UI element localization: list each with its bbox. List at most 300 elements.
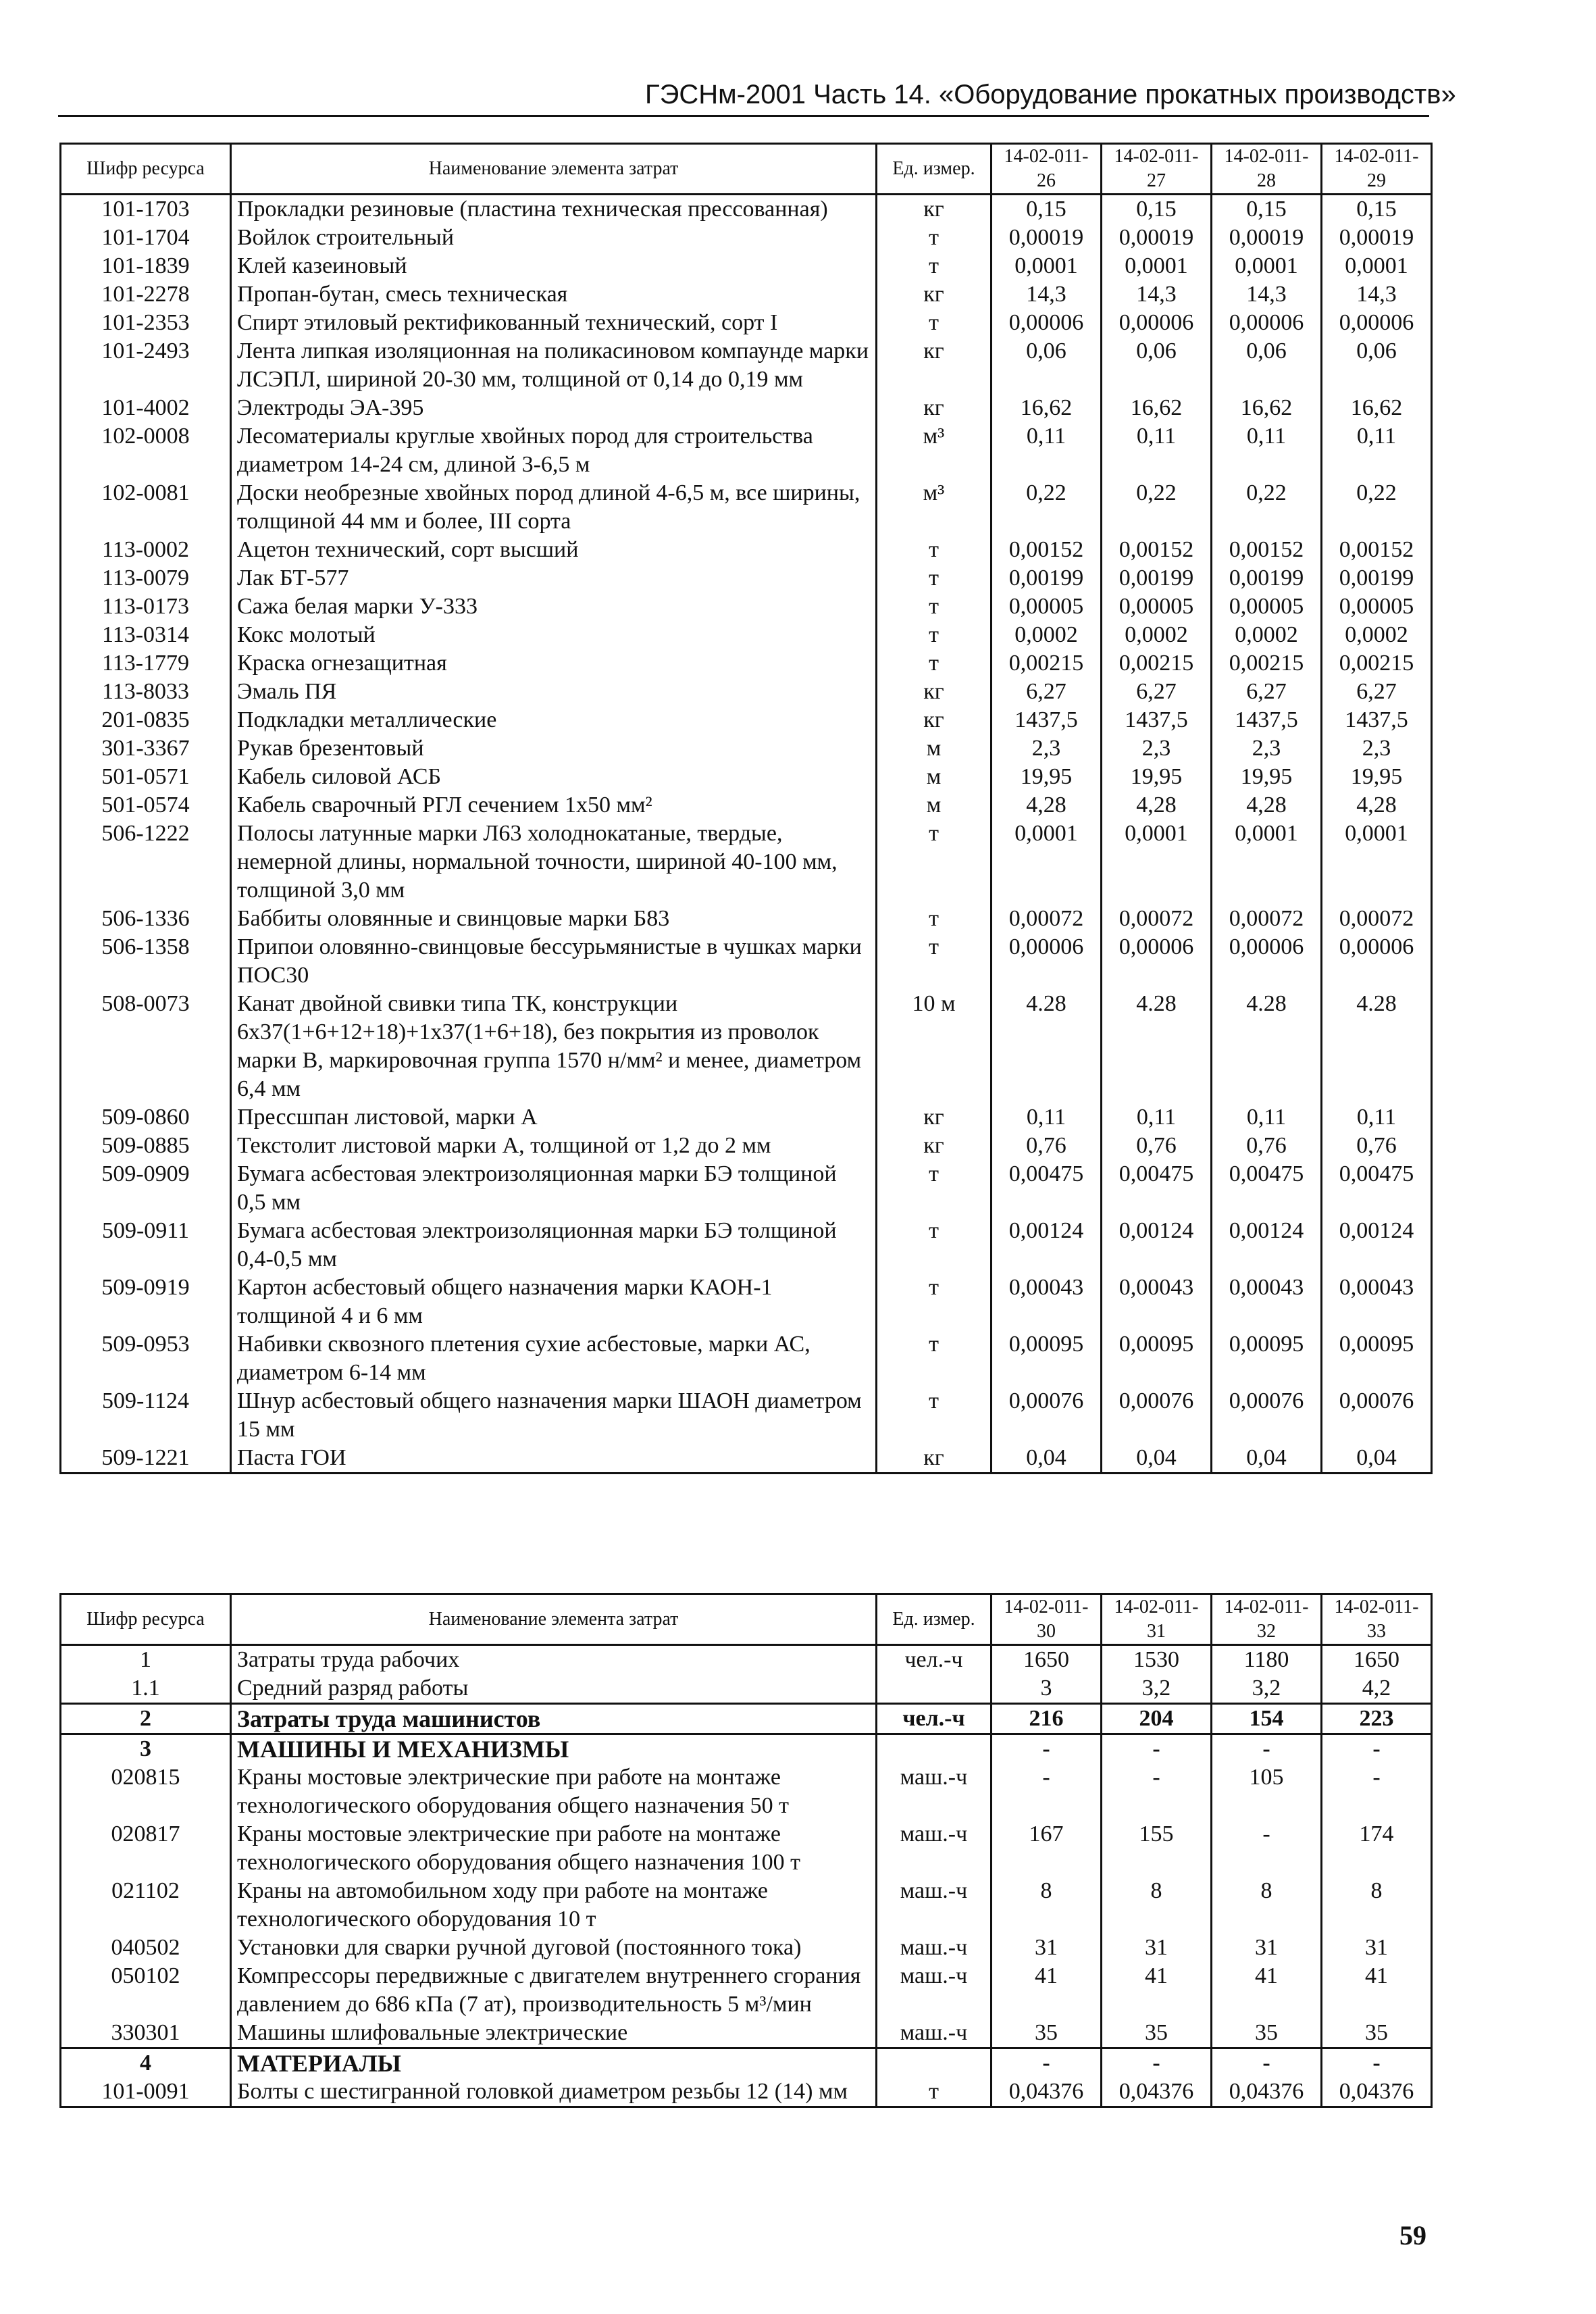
resource-name: Доски необрезные хвойных пород длиной 4-6,5 м, все ширины, толщиной 44 мм и более, III сорта: [231, 479, 877, 536]
norm-value: 41: [1102, 1962, 1212, 2019]
table-header-row: [61, 144, 1432, 195]
resource-name: Пропан-бутан, смесь техническая: [231, 280, 877, 309]
norm-value: 0,00043: [1102, 1274, 1212, 1330]
norm-value: 0,00006: [1322, 309, 1432, 337]
unit-of-measure: т: [877, 649, 992, 678]
resource-code: 113-1779: [61, 649, 231, 678]
unit-of-measure: кг: [877, 394, 992, 422]
header-name: Наименование элемента затрат: [231, 144, 877, 195]
unit-of-measure: т: [877, 252, 992, 280]
resource-name: Канат двойной свивки типа ТК, конструкции 6х37(1+6+12+18)+1х37(1+6+18), без покрытия из проволок марки В, маркировочная группа 1570 н/мм² и менее, диаметром 6,4 мм: [231, 990, 877, 1103]
norm-value: 0,00095: [992, 1330, 1102, 1387]
table-row: [61, 1734, 1432, 1764]
resource-name: Установки для сварки ручной дуговой (постоянного тока): [231, 1934, 877, 1962]
table-row: [61, 905, 1432, 933]
table-row: [61, 1330, 1432, 1387]
norm-value: 0,00215: [1102, 649, 1212, 678]
norm-value: 0,11: [992, 1103, 1102, 1132]
resource-code: 101-0091: [61, 2078, 231, 2107]
resource-name: Шнур асбестовый общего назначения марки ШАОН диаметром 15 мм: [231, 1387, 877, 1444]
norm-value: 0,0001: [992, 820, 1102, 905]
norm-value: 0,0001: [1102, 252, 1212, 280]
norm-value: 4,2: [1322, 1674, 1432, 1704]
unit-of-measure: кг: [877, 706, 992, 734]
table-row: [61, 224, 1432, 252]
resource-name: Затраты труда рабочих: [231, 1645, 877, 1675]
norm-value: -: [1212, 1820, 1322, 1877]
table-row: [61, 1645, 1432, 1675]
table-row: [61, 394, 1432, 422]
norm-value: -: [1102, 2048, 1212, 2078]
table-row: [61, 593, 1432, 621]
table-row: [61, 309, 1432, 337]
header-name: Наименование элемента затрат: [231, 1594, 877, 1645]
norm-value: 0,04376: [1212, 2078, 1322, 2107]
table-row: [61, 195, 1432, 224]
unit-of-measure: маш.-ч: [877, 1934, 992, 1962]
unit-of-measure: т: [877, 1217, 992, 1274]
table-row: [61, 820, 1432, 905]
resource-name: Набивки сквозного плетения сухие асбестовые, марки АС, диаметром 6-14 мм: [231, 1330, 877, 1387]
resource-code: 101-2278: [61, 280, 231, 309]
norm-value: 0,00006: [992, 309, 1102, 337]
norm-value: 0,00006: [992, 933, 1102, 990]
norm-value: 0,15: [1102, 195, 1212, 224]
resource-name: Войлок строительный: [231, 224, 877, 252]
unit-of-measure: маш.-ч: [877, 1877, 992, 1934]
norm-value: 0,22: [992, 479, 1102, 536]
table-row: [61, 2078, 1432, 2107]
norm-value: 1437,5: [1322, 706, 1432, 734]
table-row: [61, 1387, 1432, 1444]
norm-value: 0,00072: [1212, 905, 1322, 933]
unit-of-measure: маш.-ч: [877, 1820, 992, 1877]
norm-value: 0,00215: [992, 649, 1102, 678]
resource-name: Прессшпан листовой, марки А: [231, 1103, 877, 1132]
table-row: [61, 763, 1432, 791]
norm-value: 0,00215: [1212, 649, 1322, 678]
norm-value: 0,00095: [1322, 1330, 1432, 1387]
norm-value: 174: [1322, 1820, 1432, 1877]
resource-name: Ацетон технический, сорт высший: [231, 536, 877, 564]
resource-code: 113-0314: [61, 621, 231, 649]
norm-value: 2,3: [1102, 734, 1212, 763]
resource-name: Полосы латунные марки Л63 холоднокатаные, твердые, немерной длины, нормальной точности, шириной 40-100 мм, толщиной 3,0 мм: [231, 820, 877, 905]
resource-code: 101-1703: [61, 195, 231, 224]
table-row: [61, 1763, 1432, 1820]
norm-value: 0,00005: [992, 593, 1102, 621]
norm-value: 1437,5: [1102, 706, 1212, 734]
header-code: Шифр ресурса: [61, 144, 231, 195]
resource-name: МАТЕРИАЛЫ: [231, 2048, 877, 2078]
unit-of-measure: м³: [877, 479, 992, 536]
norm-value: 14,3: [1322, 280, 1432, 309]
norm-value: 0,76: [1102, 1132, 1212, 1160]
resource-code: 301-3367: [61, 734, 231, 763]
resource-code: 101-2353: [61, 309, 231, 337]
table-row: [61, 933, 1432, 990]
unit-of-measure: т: [877, 2078, 992, 2107]
norm-value: 0,04376: [992, 2078, 1102, 2107]
resource-name: Кабель сварочный РГЛ сечением 1х50 мм²: [231, 791, 877, 820]
norm-value: 19,95: [1212, 763, 1322, 791]
norm-value: 2,3: [1212, 734, 1322, 763]
norm-value: 0,00095: [1212, 1330, 1322, 1387]
norm-value: 6,27: [1322, 678, 1432, 706]
table-row: [61, 1674, 1432, 1704]
norm-value: 0,00019: [1212, 224, 1322, 252]
table-row: [61, 1132, 1432, 1160]
resource-table-2: [59, 1593, 1433, 2108]
page-number: 59: [1399, 2220, 1426, 2250]
resource-code: 509-0919: [61, 1274, 231, 1330]
norm-value: 0,11: [1322, 422, 1432, 479]
resource-code: 020817: [61, 1820, 231, 1877]
table-row: [61, 1217, 1432, 1274]
norm-value: 35: [1212, 2019, 1322, 2048]
unit-of-measure: кг: [877, 280, 992, 309]
norm-value: 0,00006: [1322, 933, 1432, 990]
norm-value: 31: [1102, 1934, 1212, 1962]
table-row: [61, 2048, 1432, 2078]
norm-value: 0,11: [1212, 1103, 1322, 1132]
norm-value: -: [1212, 1734, 1322, 1764]
table-row: [61, 422, 1432, 479]
norm-value: 0,00199: [1102, 564, 1212, 593]
resource-name: Краны на автомобильном ходу при работе на монтаже технологического оборудования 10 т: [231, 1877, 877, 1934]
resource-name: Бумага асбестовая электроизоляционная марки БЭ толщиной 0,4-0,5 мм: [231, 1217, 877, 1274]
header-col: 14-02-011-29: [1322, 144, 1432, 195]
unit-of-measure: маш.-ч: [877, 1763, 992, 1820]
norm-value: 0,00019: [992, 224, 1102, 252]
norm-value: 155: [1102, 1820, 1212, 1877]
header-col: 14-02-011-26: [992, 144, 1102, 195]
norm-value: 0,76: [1212, 1132, 1322, 1160]
resource-code: 1: [61, 1645, 231, 1675]
norm-value: 0,00199: [992, 564, 1102, 593]
resource-code: 2: [61, 1704, 231, 1734]
resource-name: Картон асбестовый общего назначения марки КАОН-1 толщиной 4 и 6 мм: [231, 1274, 877, 1330]
resource-name: Прокладки резиновые (пластина техническая прессованная): [231, 195, 877, 224]
header-col: 14-02-011-28: [1212, 144, 1322, 195]
resource-code: 201-0835: [61, 706, 231, 734]
resource-code: 113-0173: [61, 593, 231, 621]
norm-value: 1530: [1102, 1645, 1212, 1675]
norm-value: 204: [1102, 1704, 1212, 1734]
norm-value: 0,00152: [1102, 536, 1212, 564]
table-row: [61, 706, 1432, 734]
norm-value: 3: [992, 1674, 1102, 1704]
resource-code: 020815: [61, 1763, 231, 1820]
norm-value: -: [1322, 2048, 1432, 2078]
norm-value: 223: [1322, 1704, 1432, 1734]
norm-value: 0,00124: [1322, 1217, 1432, 1274]
norm-value: 0,06: [1102, 337, 1212, 394]
norm-value: 41: [992, 1962, 1102, 2019]
norm-value: 35: [992, 2019, 1102, 2048]
table-header-row: [61, 1594, 1432, 1645]
resource-code: 501-0571: [61, 763, 231, 791]
resource-code: 113-8033: [61, 678, 231, 706]
resource-code: 102-0008: [61, 422, 231, 479]
unit-of-measure: т: [877, 309, 992, 337]
unit-of-measure: м: [877, 791, 992, 820]
table-row: [61, 621, 1432, 649]
norm-value: -: [992, 1763, 1102, 1820]
resource-name: Спирт этиловый ректификованный технический, сорт I: [231, 309, 877, 337]
resource-code: 509-0860: [61, 1103, 231, 1132]
table-row: [61, 337, 1432, 394]
norm-value: 0,00072: [1102, 905, 1212, 933]
norm-value: 0,00124: [1212, 1217, 1322, 1274]
norm-value: -: [1212, 2048, 1322, 2078]
resource-name: Краны мостовые электрические при работе на монтаже технологического оборудования общего назначения 50 т: [231, 1763, 877, 1820]
norm-value: 0,00199: [1322, 564, 1432, 593]
resource-code: 508-0073: [61, 990, 231, 1103]
norm-value: 19,95: [1322, 763, 1432, 791]
norm-value: 0,00076: [992, 1387, 1102, 1444]
unit-of-measure: т: [877, 820, 992, 905]
table-row: [61, 1274, 1432, 1330]
unit-of-measure: т: [877, 933, 992, 990]
resource-name: Лесоматериалы круглые хвойных пород для строительства диаметром 14-24 см, длиной 3-6,5 м: [231, 422, 877, 479]
norm-value: 0,00199: [1212, 564, 1322, 593]
resource-name: Клей казеиновый: [231, 252, 877, 280]
norm-value: -: [992, 1734, 1102, 1764]
resource-name: Баббиты оловянные и свинцовые марки Б83: [231, 905, 877, 933]
resource-code: 330301: [61, 2019, 231, 2048]
unit-of-measure: кг: [877, 337, 992, 394]
unit-of-measure: т: [877, 621, 992, 649]
norm-value: 0,00019: [1322, 224, 1432, 252]
norm-value: 0,00076: [1102, 1387, 1212, 1444]
norm-value: 0,11: [1212, 422, 1322, 479]
resource-code: 501-0574: [61, 791, 231, 820]
resource-code: 509-0911: [61, 1217, 231, 1274]
header-unit: Ед. измер.: [877, 144, 992, 195]
norm-value: 167: [992, 1820, 1102, 1877]
resource-code: 509-0953: [61, 1330, 231, 1387]
resource-name: Подкладки металлические: [231, 706, 877, 734]
table-row: [61, 1160, 1432, 1217]
norm-value: 216: [992, 1704, 1102, 1734]
table-row: [61, 280, 1432, 309]
table-row: [61, 649, 1432, 678]
norm-value: 0,06: [1322, 337, 1432, 394]
unit-of-measure: кг: [877, 1132, 992, 1160]
norm-value: 16,62: [1322, 394, 1432, 422]
table-row: [61, 1444, 1432, 1474]
norm-value: 0,0001: [1212, 252, 1322, 280]
resource-code: 509-1124: [61, 1387, 231, 1444]
unit-of-measure: маш.-ч: [877, 2019, 992, 2048]
norm-value: 0,00072: [1322, 905, 1432, 933]
norm-value: 19,95: [992, 763, 1102, 791]
unit-of-measure: т: [877, 905, 992, 933]
unit-of-measure: 10 м: [877, 990, 992, 1103]
resource-code: 509-0885: [61, 1132, 231, 1160]
norm-value: 0,11: [1102, 1103, 1212, 1132]
table-row: [61, 2019, 1432, 2048]
norm-value: 0,00152: [1212, 536, 1322, 564]
header-rule: [58, 115, 1429, 117]
unit-of-measure: [877, 2048, 992, 2078]
norm-value: 0,00006: [1212, 309, 1322, 337]
norm-value: 0,00475: [992, 1160, 1102, 1217]
resource-code: 101-2493: [61, 337, 231, 394]
norm-value: 1650: [1322, 1645, 1432, 1675]
norm-value: 0,76: [1322, 1132, 1432, 1160]
norm-value: 19,95: [1102, 763, 1212, 791]
table-row: [61, 990, 1432, 1103]
resource-code: 101-1839: [61, 252, 231, 280]
resource-name: Машины шлифовальные электрические: [231, 2019, 877, 2048]
norm-value: 16,62: [1102, 394, 1212, 422]
norm-value: 0,00215: [1322, 649, 1432, 678]
norm-value: 0,15: [1212, 195, 1322, 224]
resource-name: Текстолит листовой марки А, толщиной от 1,2 до 2 мм: [231, 1132, 877, 1160]
resource-code: 113-0079: [61, 564, 231, 593]
resource-name: Затраты труда машинистов: [231, 1704, 877, 1734]
resource-name: Бумага асбестовая электроизоляционная марки БЭ толщиной 0,5 мм: [231, 1160, 877, 1217]
unit-of-measure: маш.-ч: [877, 1962, 992, 2019]
norm-value: 0,04376: [1102, 2078, 1212, 2107]
norm-value: 0,0002: [1322, 621, 1432, 649]
norm-value: 0,00152: [992, 536, 1102, 564]
norm-value: 0,22: [1212, 479, 1322, 536]
norm-value: 0,00475: [1102, 1160, 1212, 1217]
norm-value: 8: [1322, 1877, 1432, 1934]
header-col: 14-02-011-33: [1322, 1594, 1432, 1645]
norm-value: 0,00006: [1102, 933, 1212, 990]
unit-of-measure: т: [877, 1274, 992, 1330]
resource-table-1: [59, 143, 1433, 1474]
unit-of-measure: кг: [877, 1444, 992, 1474]
resource-name: Лента липкая изоляционная на поликасиновом компаунде марки ЛСЭПЛ, шириной 20-30 мм, толщиной от 0,14 до 0,19 мм: [231, 337, 877, 394]
norm-value: -: [1322, 1763, 1432, 1820]
unit-of-measure: кг: [877, 678, 992, 706]
norm-value: 35: [1322, 2019, 1432, 2048]
resource-name: Средний разряд работы: [231, 1674, 877, 1704]
unit-of-measure: [877, 1674, 992, 1704]
norm-value: 105: [1212, 1763, 1322, 1820]
table-row: [61, 734, 1432, 763]
norm-value: 0,0001: [1102, 820, 1212, 905]
norm-value: 0,00006: [1102, 309, 1212, 337]
norm-value: 0,00005: [1212, 593, 1322, 621]
header-col: 14-02-011-31: [1102, 1594, 1212, 1645]
resource-name: Болты с шестигранной головкой диаметром резьбы 12 (14) мм: [231, 2078, 877, 2107]
table-row: [61, 1103, 1432, 1132]
table-row: [61, 791, 1432, 820]
norm-value: 4,28: [1322, 791, 1432, 820]
unit-of-measure: т: [877, 1387, 992, 1444]
resource-name: Сажа белая марки У-333: [231, 593, 877, 621]
norm-value: 0,00152: [1322, 536, 1432, 564]
norm-value: 16,62: [992, 394, 1102, 422]
norm-value: 41: [1212, 1962, 1322, 2019]
norm-value: 0,11: [1102, 422, 1212, 479]
norm-value: 8: [992, 1877, 1102, 1934]
norm-value: 6,27: [1102, 678, 1212, 706]
resource-code: 113-0002: [61, 536, 231, 564]
norm-value: 3,2: [1102, 1674, 1212, 1704]
norm-value: 0,0002: [1212, 621, 1322, 649]
norm-value: 0,00005: [1102, 593, 1212, 621]
resource-code: 101-4002: [61, 394, 231, 422]
norm-value: 0,0001: [1322, 820, 1432, 905]
norm-value: 0,11: [992, 422, 1102, 479]
norm-value: 4.28: [1212, 990, 1322, 1103]
table-row: [61, 1820, 1432, 1877]
norm-value: 0,06: [992, 337, 1102, 394]
resource-name: Лак БТ-577: [231, 564, 877, 593]
norm-value: 0,76: [992, 1132, 1102, 1160]
norm-value: 0,04: [1212, 1444, 1322, 1474]
resource-name: Краска огнезащитная: [231, 649, 877, 678]
norm-value: 3,2: [1212, 1674, 1322, 1704]
table-row: [61, 479, 1432, 536]
unit-of-measure: [877, 1734, 992, 1764]
header-col: 14-02-011-30: [992, 1594, 1102, 1645]
norm-value: 0,22: [1102, 479, 1212, 536]
resource-code: 021102: [61, 1877, 231, 1934]
page-header-title: ГЭСНм-2001 Часть 14. «Оборудование прокатных производств»: [645, 80, 1456, 109]
table-row: [61, 1704, 1432, 1734]
table-row: [61, 252, 1432, 280]
unit-of-measure: т: [877, 1330, 992, 1387]
norm-value: 0,0002: [1102, 621, 1212, 649]
resource-code: 050102: [61, 1962, 231, 2019]
table-row: [61, 1934, 1432, 1962]
unit-of-measure: м³: [877, 422, 992, 479]
table-row: [61, 1877, 1432, 1934]
norm-value: -: [1102, 1763, 1212, 1820]
norm-value: 0,00072: [992, 905, 1102, 933]
unit-of-measure: т: [877, 536, 992, 564]
norm-value: 0,00475: [1322, 1160, 1432, 1217]
norm-value: 4.28: [1102, 990, 1212, 1103]
norm-value: 0,00124: [1102, 1217, 1212, 1274]
norm-value: 0,00475: [1212, 1160, 1322, 1217]
norm-value: 0,0001: [992, 252, 1102, 280]
norm-value: 4.28: [992, 990, 1102, 1103]
resource-code: 3: [61, 1734, 231, 1764]
resource-code: 506-1222: [61, 820, 231, 905]
header-unit: Ед. измер.: [877, 1594, 992, 1645]
unit-of-measure: м: [877, 763, 992, 791]
norm-value: 154: [1212, 1704, 1322, 1734]
resource-name: Электроды ЭА-395: [231, 394, 877, 422]
unit-of-measure: кг: [877, 1103, 992, 1132]
norm-value: 31: [992, 1934, 1102, 1962]
unit-of-measure: т: [877, 593, 992, 621]
resource-name: Компрессоры передвижные с двигателем внутреннего сгорания давлением до 686 кПа (7 ат), производительность 5 м³/мин: [231, 1962, 877, 2019]
norm-value: 0,00076: [1322, 1387, 1432, 1444]
table-row: [61, 1962, 1432, 2019]
norm-value: 1180: [1212, 1645, 1322, 1675]
norm-value: 14,3: [1212, 280, 1322, 309]
resource-name: Кабель силовой АСБ: [231, 763, 877, 791]
norm-value: -: [992, 2048, 1102, 2078]
norm-value: 1437,5: [1212, 706, 1322, 734]
norm-value: 0,00076: [1212, 1387, 1322, 1444]
norm-value: 0,15: [992, 195, 1102, 224]
table-row: [61, 536, 1432, 564]
table-row: [61, 564, 1432, 593]
header-code: Шифр ресурса: [61, 1594, 231, 1645]
norm-value: 0,00043: [1322, 1274, 1432, 1330]
